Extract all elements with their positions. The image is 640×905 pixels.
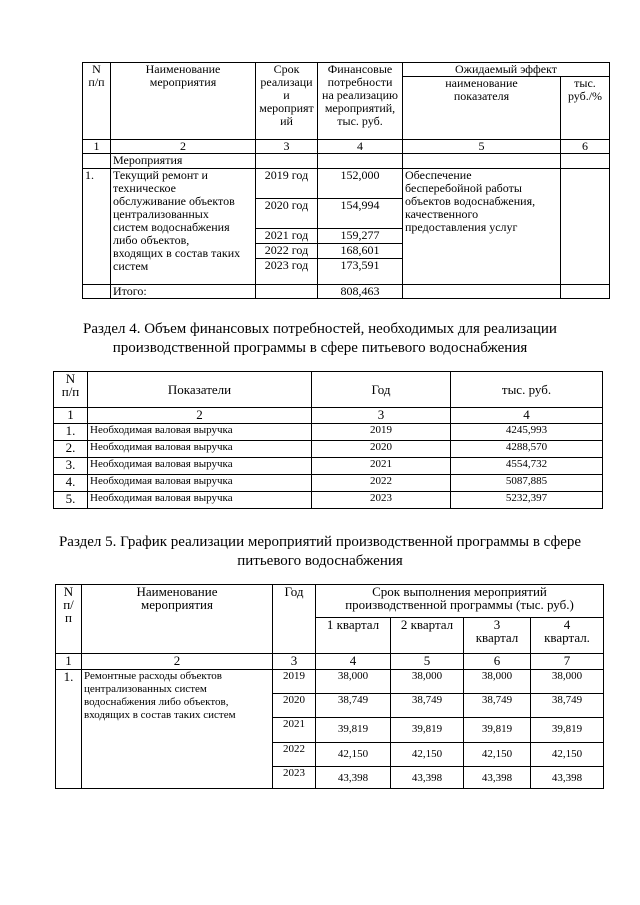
row-year: 2019 [312,424,451,441]
year-label: 2022 год [256,244,318,259]
header-q4: 4 квартал. [531,618,604,654]
quarter-value: 42,150 [391,743,464,767]
indicator-name: Необходимая валовая выручка [88,475,312,492]
measure-name: Текущий ремонт и техническое обслуживание объектов централизованных систем водоснабжения либо объектов, входящих в состав таких систем [111,169,256,285]
header-name: Наименование мероприятия [82,585,273,654]
quarter-value: 39,819 [531,718,604,743]
row-year: 2023 [312,492,451,509]
header-term: Срок выполнения мероприятий производственной программы (тыс. руб.) [316,585,604,618]
row-num: 2. [54,441,88,458]
quarter-value: 38,000 [391,670,464,694]
schedule-table [55,584,604,789]
col-number: 4 [318,140,403,154]
row-year: 2022 [312,475,451,492]
header-q1: 1 квартал [316,618,391,654]
quarter-value: 38,749 [316,694,391,718]
row-value: 4245,993 [451,424,603,441]
year-label: 2020 год [256,199,318,229]
year-value: 173,591 [318,259,403,285]
col-number: 2 [88,408,312,424]
year-label: 2019 год [256,169,318,199]
quarter-value: 38,749 [391,694,464,718]
expected-effect: Обеспечение бесперебойной работы объектов водоснабжения, качественного предоставления услуг [403,169,561,285]
header-value: тыс. руб. [451,372,603,408]
header-unit: тыс. руб./% [561,77,610,140]
quarter-value: 39,819 [391,718,464,743]
header-year: Год [273,585,316,654]
quarter-value: 38,749 [531,694,604,718]
quarter-value: 42,150 [316,743,391,767]
row-year: 2021 [273,718,316,743]
col-number: 4 [451,408,603,424]
header-name: Наименование мероприятия [111,63,256,140]
col-number: 6 [561,140,610,154]
indicator-name: Необходимая валовая выручка [88,458,312,475]
col-number: 4 [316,654,391,670]
row-value: 4554,732 [451,458,603,475]
row-year: 2023 [273,767,316,789]
header-effect: Ожидаемый эффект [403,63,610,77]
measure-name: Ремонтные расходы объектов централизованных систем водоснабжения либо объектов, входящих в состав таких систем [82,670,273,789]
row-num: 4. [54,475,88,492]
col-number: 2 [82,654,273,670]
section-label: Мероприятия [111,154,256,169]
col-number: 7 [531,654,604,670]
total-value: 808,463 [318,285,403,299]
col-number: 6 [464,654,531,670]
header-num: N п/п [54,372,88,408]
header-term: Срок реализаци и мероприят ий [256,63,318,140]
header-num: N п/п [83,63,111,140]
row-num: 3. [54,458,88,475]
col-number: 1 [54,408,88,424]
quarter-value: 43,398 [531,767,604,789]
financial-needs-table [53,371,603,509]
quarter-value: 38,749 [464,694,531,718]
quarter-value: 38,000 [464,670,531,694]
section-4-title: Раздел 4. Объем финансовых потребностей, необходимых для реализации производственной программы в сфере питьевого водоснабжения [83,321,557,356]
measures-table [82,62,610,299]
col-number: 3 [256,140,318,154]
year-value: 159,277 [318,229,403,244]
total-label: Итого: [111,285,256,299]
quarter-value: 38,000 [531,670,604,694]
row-year: 2020 [312,441,451,458]
col-number: 1 [56,654,82,670]
year-label: 2021 год [256,229,318,244]
col-number: 2 [111,140,256,154]
quarter-value: 39,819 [464,718,531,743]
quarter-value: 43,398 [391,767,464,789]
indicator-name: Необходимая валовая выручка [88,441,312,458]
col-number: 1 [83,140,111,154]
header-indicators: Показатели [88,372,312,408]
year-value: 168,601 [318,244,403,259]
row-value: 5232,397 [451,492,603,509]
header-finance: Финансовые потребности на реализацию мероприятий, тыс. руб. [318,63,403,140]
header-q2: 2 квартал [391,618,464,654]
col-number: 5 [391,654,464,670]
quarter-value: 38,000 [316,670,391,694]
row-value: 4288,570 [451,441,603,458]
header-indicator: наименование показателя [403,77,561,140]
quarter-value: 43,398 [316,767,391,789]
row-num: 5. [54,492,88,509]
row-year: 2020 [273,694,316,718]
col-number: 3 [312,408,451,424]
row-num: 1. [56,670,82,789]
header-q3: 3 квартал [464,618,531,654]
row-year: 2022 [273,743,316,767]
quarter-value: 42,150 [531,743,604,767]
indicator-name: Необходимая валовая выручка [88,424,312,441]
col-number: 3 [273,654,316,670]
row-value: 5087,885 [451,475,603,492]
header-year: Год [312,372,451,408]
year-value: 154,994 [318,199,403,229]
row-num: 1. [54,424,88,441]
indicator-name: Необходимая валовая выручка [88,492,312,509]
year-label: 2023 год [256,259,318,285]
row-year: 2019 [273,670,316,694]
quarter-value: 42,150 [464,743,531,767]
row-num: 1. [83,169,111,285]
section-5-title: Раздел 5. График реализации мероприятий производственной программы в сфере питьевого водоснабжения [58,534,582,569]
quarter-value: 43,398 [464,767,531,789]
header-num: N п/ п [56,585,82,654]
row-year: 2021 [312,458,451,475]
col-number: 5 [403,140,561,154]
quarter-value: 39,819 [316,718,391,743]
year-value: 152,000 [318,169,403,199]
